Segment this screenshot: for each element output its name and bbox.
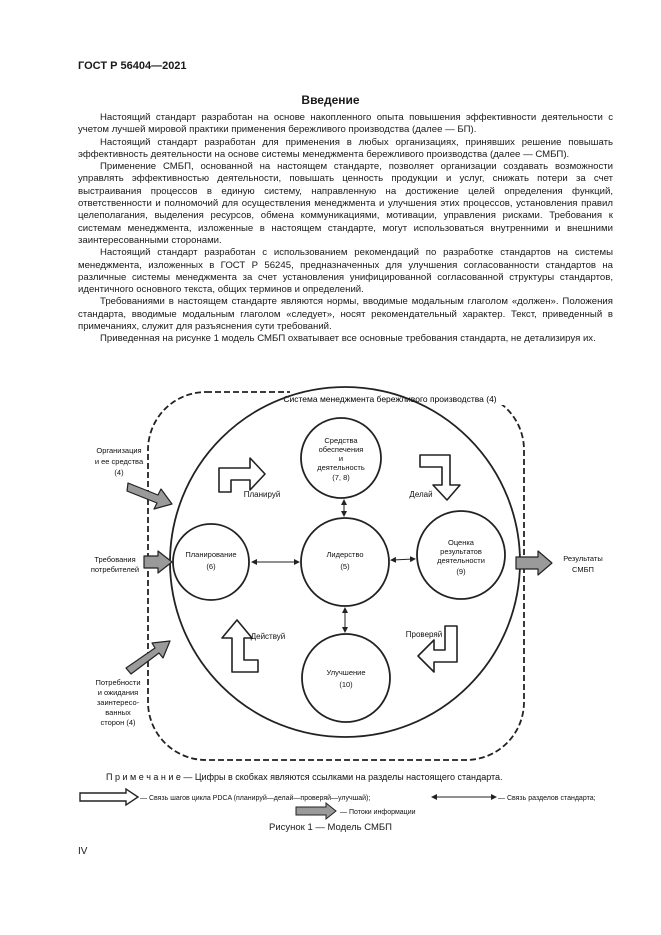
input-label: ванных [105,708,131,717]
input-label: заинтересо- [96,698,140,707]
act-label: Действуй [250,632,286,641]
node-label: обеспечения [318,445,364,454]
node-label: (6) [206,562,216,571]
legend-info-label: — Потоки информации [340,809,416,816]
input-label: и ожидания [97,688,139,697]
node-label: результатов [440,547,482,556]
node-label: (7, 8) [332,473,350,482]
organization-input-arrow [127,483,172,509]
do-label: Делай [409,490,433,499]
plan-label: Планируй [243,490,281,499]
node-label: (10) [339,680,353,689]
node-label: Планирование [185,550,237,559]
paragraph: Настоящий стандарт разработан с использованием рекомендаций по разработке стандартов на системы менеджмента, изложенных в ГОСТ Р 56245, предназначенных для улучшения согласованности стандартов на различные системы менеджмента за счет установления унифицированной согласованной структуры стандартов, идентичного основного текста, общих терминов и определений. [78,247,613,296]
figure-note: П р и м е ч а н и е — Цифры в скобках являются ссылками на разделы настоящего стандарта. [106,772,503,782]
input-label: потребителей [90,565,140,574]
input-label: сторон (4) [100,718,136,727]
node-label: Средства [324,436,358,445]
input-label: Потребности [95,678,141,687]
check-label: Проверяй [405,630,443,639]
improvement-node [302,634,390,722]
figure-caption: Рисунок 1 — Модель СМБП [269,822,392,833]
page-number: IV [78,846,88,857]
paragraph: Применение СМБП, основанной на настоящем стандарте, позволяет организации создавать возможности управлять эффективностью деятельности, повышать ценность продукции и услуг, снижать потери за счет выстраивания процессов в единую систему, направленную на достижение целей определения функций, ответственности и полномочий для осуществления менеджмента и улучшения этих процессов, установления правил целеполагания, выделения ресурсов, обмена коммуникациями, мотивации, управления рисками. Требования к системам менеджмента, изложенные в настоящем стандарте, могут использоваться внутренними и внешними заинтересованными сторонами. [78,161,613,246]
input-label: Требования [94,555,136,564]
node-label: (5) [340,562,350,571]
paragraph: Настоящий стандарт разработан для применения в любых организациях, принявших решение повышать эффективность деятельности на основе системы менеджмента бережливого производства (далее — СМБП). [78,136,613,160]
legend-sections-label: — Связь разделов стандарта; [498,795,596,802]
plan-arrow [219,458,265,492]
node-label: (9) [456,567,466,576]
legend-pdca-label: — Связь шагов цикла PDCA (планируй—делай—проверяй—улучшай); [140,795,371,802]
link-leadership-evaluation [393,559,413,560]
output-label: СМБП [572,565,594,574]
node-label: деятельности [437,556,485,565]
paragraph: Требованиями в настоящем стандарте являются нормы, вводимые модальным глаголом «должен». Положения стандарта, вводимые модальным глаголом «следует», носят рекомендательный характер. Текст, приведенный в примечаниях, служит для разъяснения сути требований. [78,296,613,333]
legend-info-arrow [296,803,336,819]
node-label: Улучшение [326,668,366,677]
input-label: (4) [114,468,124,477]
act-arrow [222,620,258,672]
input-label: Организация [96,446,142,455]
node-label: и [338,454,344,463]
paragraph: Настоящий стандарт разработан на основе накопленного опыта повышения эффективности деятельности с учетом лучшей мировой практики применения бережливого производства (далее — БП). [78,112,613,136]
node-label: Оценка [448,538,474,547]
node-label: деятельность [317,463,365,472]
system-label: Система менеджмента бережливого производства (4) [283,394,497,404]
paragraph: Приведенная на рисунке 1 модель СМБП охватывает все основные требования стандарта, не детализируя их. [100,333,596,345]
standard-header: ГОСТ Р 56404—2021 [78,60,187,72]
node-label: Лидерство [326,550,364,559]
section-title: Введение [301,93,360,107]
output-label: Результаты [563,554,603,563]
legend-pdca-arrow [80,789,138,805]
input-label: и ее средства [94,457,144,466]
results-output-arrow [516,551,552,575]
